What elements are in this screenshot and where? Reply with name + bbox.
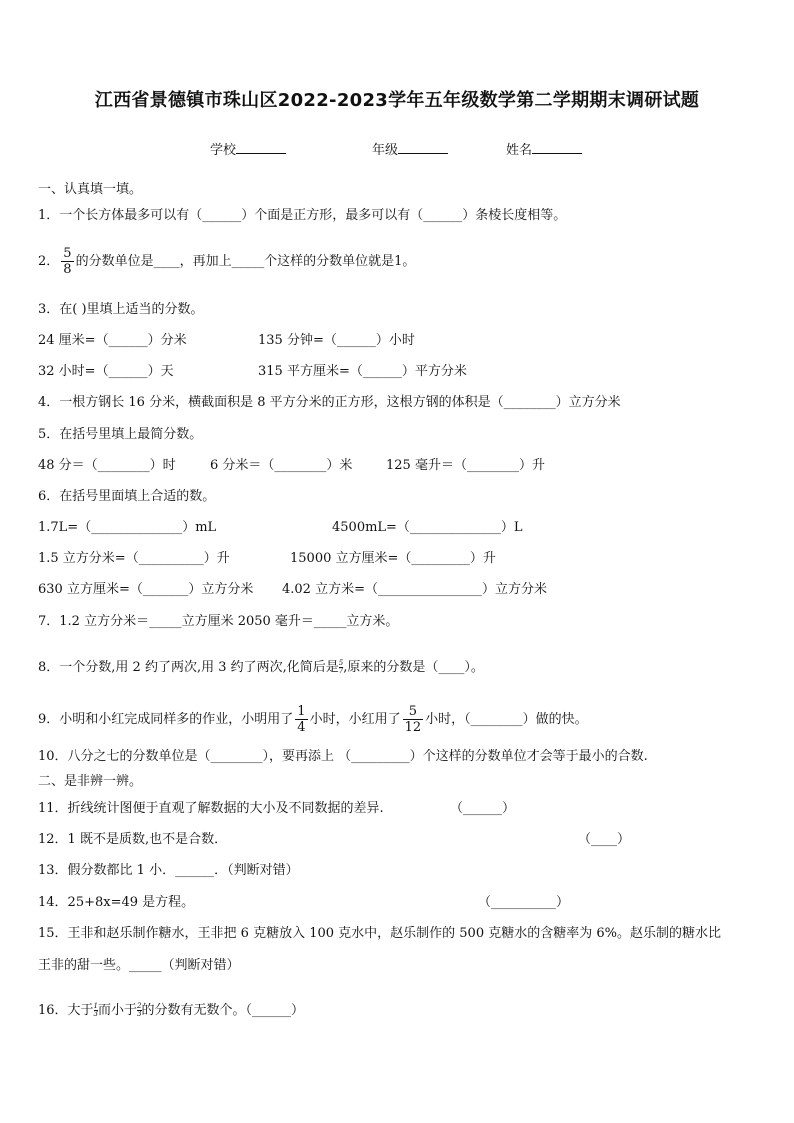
question-6-items-1: 1.7L=（______________）mL 4500mL=（______________）L (38, 520, 523, 535)
question-5-items: 48 分＝（________）时 6 分米＝（________）米 125 毫升＝（________）升 (38, 458, 545, 473)
fraction-1-3: $\frac{1}{3}$ (93, 1002, 99, 1018)
question-3-items-1: 24 厘米=（______）分米 135 分钟=（______）小时 (38, 333, 415, 348)
fraction-5-7: $\frac{5}{7}$ (338, 659, 344, 675)
question-4: 4．一根方钢长 16 分米，横截面积是 8 平方分米的正方形，这根方钢的体积是（________）立方分米 (38, 395, 621, 410)
question-1: 1．一个长方体最多可以有（______）个面是正方形，最多可以有（______）条棱长度相等。 (38, 208, 567, 223)
question-6: 6．在括号里面填上合适的数。 (38, 489, 216, 504)
question-2: 2． $\frac{5}{8}$ 的分数单位是____，再加上_____个这样的分数单位就是1。 (38, 246, 416, 277)
question-13: 13．假分数都比 1 小．______．（判断对错） (38, 863, 299, 878)
fraction-5-12: $\frac{5}{12}$ (404, 704, 422, 735)
question-5: 5．在括号里填上最简分数。 (38, 427, 203, 442)
school-label: 学校 (210, 143, 237, 158)
name-blank[interactable] (532, 141, 582, 154)
question-6-items-3: 630 立方厘米=（_______）立方分米 4.02 立方米=（________________）立方分米 (38, 582, 547, 597)
question-8: 8．一个分数,用 2 约了两次,用 3 约了两次,化简后是 $\frac{5}{7}$ ,原来的分数是（____）。 (38, 659, 484, 675)
question-15-line-2: 王非的甜一些。_____（判断对错） (38, 958, 240, 973)
section-heading-1: 一、认真填一填。 (38, 182, 143, 197)
question-11: 11．折线统计图便于直观了解数据的大小及不同数据的差异. （______） (38, 801, 516, 816)
question-3-items-2: 32 小时=（______）天 315 平方厘米=（______）平方分米 (38, 364, 467, 379)
section-heading-2: 二、是非辨一辨。 (38, 774, 143, 789)
school-blank[interactable] (236, 141, 286, 154)
question-10: 10．八分之七的分数单位是（________），要再添上 （_________）个这样的分数单位才会等于最小的合数. (38, 749, 648, 764)
name-label: 姓名 (506, 143, 533, 158)
grade-label: 年级 (372, 143, 399, 158)
question-14: 14．25+8x=49 是方程。 （__________） (38, 895, 570, 910)
question-12: 12．1 既不是质数,也不是合数． （____） (38, 832, 631, 847)
question-3: 3．在( )里填上适当的分数。 (38, 302, 204, 317)
fraction-2-3: $\frac{2}{3}$ (137, 1002, 142, 1018)
question-15-line-1: 15．王非和赵乐制作糖水，王非把 6 克糖放入 100 克水中，赵乐制作的 500 克糖水的含糖率为 6%。赵乐制的糖水比 (38, 926, 721, 941)
question-9: 9．小明和小红完成同样多的作业，小明用了 $\frac{1}{4}$ 小时，小红用了 $\frac{5}{12}$ 小时，（________）做的快。 (38, 704, 588, 735)
question-7: 7．1.2 立方分米＝_____立方厘米 2050 毫升＝_____立方米。 (38, 614, 399, 629)
question-6-items-2: 1.5 立方分米=（__________）升 15000 立方厘米=（_________）升 (38, 551, 496, 566)
fraction-5-8: $\frac{5}{8}$ (63, 246, 72, 277)
question-16: 16．大于 $\frac{1}{3}$ 而小于 $\frac{2}{3}$ 的分数有无数个。（______） (38, 1002, 305, 1018)
page-title: 江西省景德镇市珠山区2022-2023学年五年级数学第二学期期末调研试题 (94, 90, 700, 111)
grade-blank[interactable] (398, 141, 448, 154)
fraction-1-4: $\frac{1}{4}$ (297, 704, 306, 735)
